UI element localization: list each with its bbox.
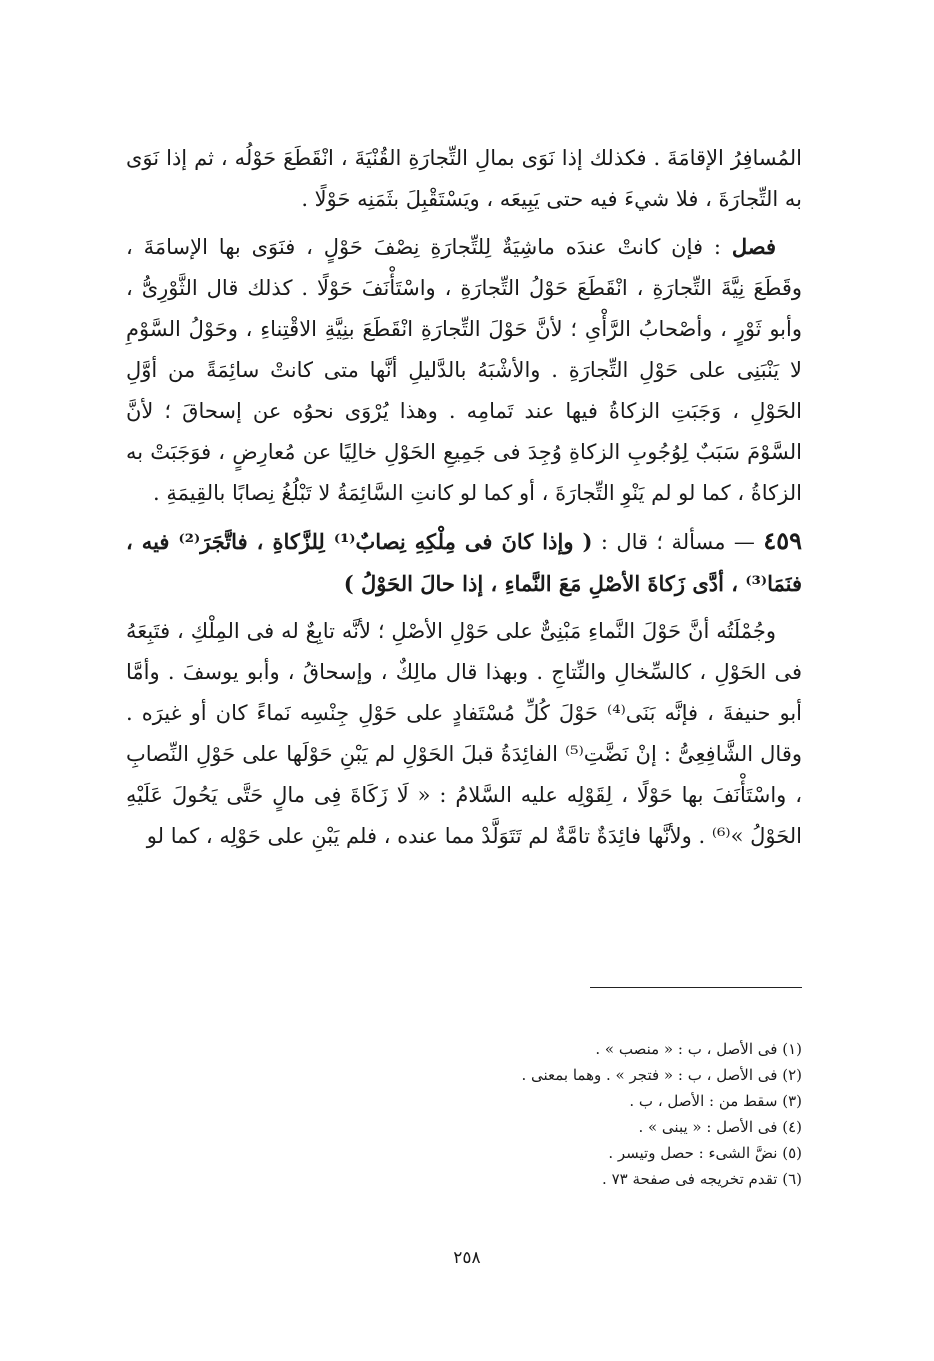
paragraph-text: وجُمْلَتُه أنَّ حَوْلَ النَّماءِ مَبْنِىٌّ على حَوْلِ الأصْلِ ؛ لأنَّه تابِعٌ له فى المِلْكِ ، فتَبِعَهُ فى الحَوْلِ ، كالسِّخالِ والنِّتاجِ . وبهذا قال مالِكٌ ، وإسحاقُ ، وأبو يوسفَ . وأمَّا أبو حنيفةَ ، فإنَّه بَنَى⁽⁴⁾ حَوْلَ كُلِّ مُسْتَفادٍ على حَوْلِ جِنْسِه نَماءً كان أو غيرَه . وقال الشَّافِعِىُّ : إنْ نَضَّتِ⁽⁵⁾ الفائِدَةُ قبلَ الحَوْلِ لم يَبْنِ حَوْلَها على حَوْلِ النِّصابِ ، واسْتَأْنَفَ بها حَوْلًا ، لِقَوْلِه عليه السَّلامُ : « لَا زَكَاةَ فِى مالٍ حَتَّى يَحُولَ عَلَيْهِ الحَوْلُ »⁽⁶⁾ . ولأنَّها فائِدَةٌ تامَّةٌ لم تَتَوَلَّدْ مما عنده ، فلم يَبْنِ على حَوْلِه ، كما لو: [126, 619, 803, 848]
masala-heading: [126, 520, 802, 605]
masala-intro: — مسألة ؛ قال :: [600, 530, 755, 554]
footnotes-list: [302, 1036, 802, 1192]
footnote-item: (٦) تقدم تخريجه فى صفحة ٧٣ .: [602, 1170, 802, 1188]
paragraph-text: المُسافِرُ الإقامَةَ . فكذلك إذا نَوَى بمالِ التِّجارَةِ القُنْيَةَ ، انْقَطَعَ حَوْلُه ، ثم إذا نَوَى به التِّجارَةَ ، فلا شيءَ فيه حتى يَبِيعَه ، ويَسْتَقْبِلَ بثَمَنِه حَوْلًا .: [126, 146, 802, 211]
footnote-divider: [590, 987, 802, 988]
page-number: ٢٥٨: [453, 1248, 481, 1268]
footnote-item: (٣) سقط من : الأصل ، ب .: [629, 1092, 802, 1110]
masala-quote: ( وإذا كانَ فى مِلْكِهِ نِصابٌ⁽¹⁾ لِلزَّكاةِ ، فاتَّجَرَ⁽²⁾ فيه ، فنَمَا⁽³⁾ ، أدَّى زَكاةَ الأصْلِ مَعَ النَّماءِ ، إذا حالَ الحَوْلُ ): [126, 529, 802, 596]
section-heading: فصل: [731, 234, 777, 259]
footnote-item: (٤) فى الأصل : « يبنى » .: [638, 1118, 802, 1136]
paragraph-commentary: [126, 611, 802, 857]
masala-number: ٤٥٩: [763, 526, 802, 555]
paragraph-fasl: [126, 226, 802, 514]
main-text: [126, 138, 802, 857]
footnote-item: (١) فى الأصل ، ب : « منصب » .: [595, 1040, 802, 1058]
paragraph-continuation: [126, 138, 802, 220]
footnote-item: (٥) نضَّ الشىء : حصل وتيسر .: [608, 1144, 802, 1162]
footnote-item: (٢) فى الأصل ، ب : « فتجر » . وهما بمعنى .: [521, 1066, 802, 1084]
paragraph-text: : فإن كانتْ عندَه ماشِيَةٌ لِلتِّجارَةِ نِصْفَ حَوْلٍ ، فنَوَى بها الإسامَةَ ، وقَطَعَ نِيَّةَ التِّجارَةِ ، انْقَطَعَ حَوْلُ التِّجارَةِ ، واسْتَأْنَفَ حَوْلًا . كذلك قال الثَّوْرِىُّ ، وأبو ثَوْرٍ ، وأصْحابُ الرَّأْىِ ؛ لأنَّ حَوْلَ التِّجارَةِ انْقَطَعَ بنِيَّةِ الاقْتِناءِ ، وحَوْلُ السَّوْمِ لا يَنْبَنِى على حَوْلِ التِّجارَةِ . والأشْبَهُ بالدَّليلِ أنَّها متى كانتْ سائِمَةً من أوَّلِ الحَوْلِ ، وَجَبَتِ الزكاةُ فيها عند تَمامِه . وهذا يُرْوَى نحوُه عن إسحاقَ ؛ لأنَّ السَّوْمَ سَبَبٌ لِوُجُوبِ الزكاةِ وُجِدَ فى جَمِيعِ الحَوْلِ خالِيًا عن مُعارِضٍ ، فوَجَبَتْ به الزكاةُ ، كما لو لم يَنْوِ التِّجارَةَ ، أو كما لو كانتِ السَّائِمَةُ لا تَبْلُغُ نِصابًا بالقِيمَةِ .: [126, 235, 802, 505]
